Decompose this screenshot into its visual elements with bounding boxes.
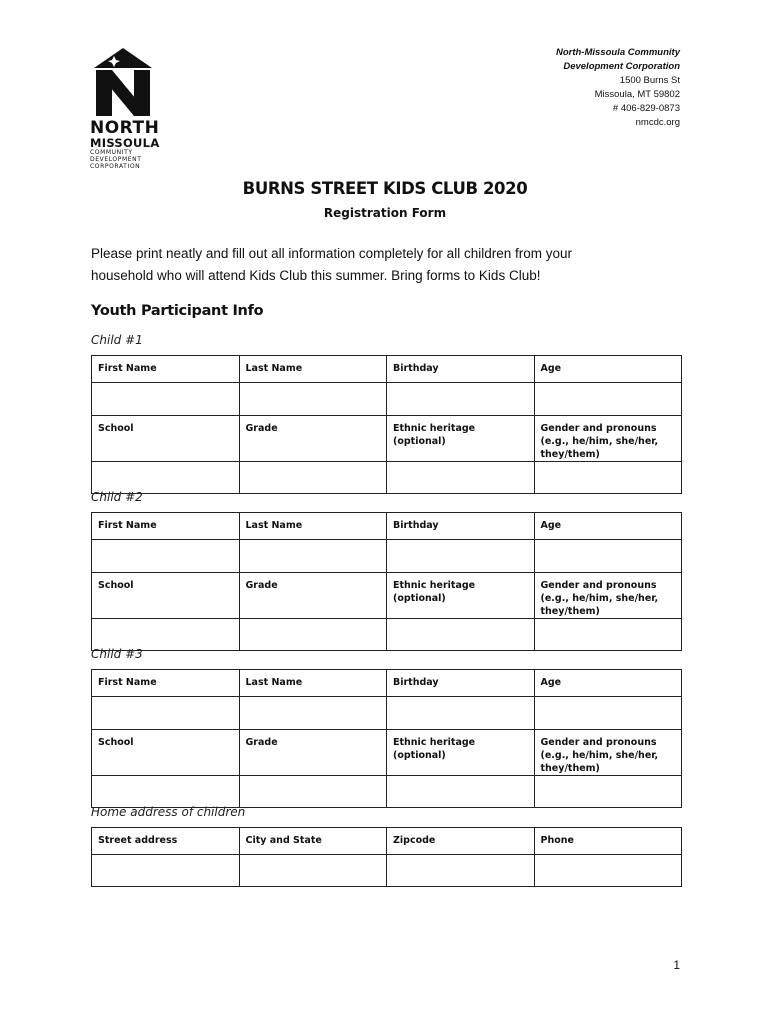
home-address-label: Home address of children xyxy=(91,805,246,819)
birthday-label: Birthday xyxy=(387,670,535,697)
school-label: School xyxy=(92,730,240,776)
gender-pronouns-label: Gender and pronouns (e.g., he/him, she/her, they/them) xyxy=(534,416,682,462)
child-3-school-field[interactable] xyxy=(92,776,240,808)
child-2-first-name-field[interactable] xyxy=(92,540,240,573)
logo-text-corporation: CORPORATION xyxy=(90,163,141,170)
phone-number: # 406-829-0873 xyxy=(612,103,680,114)
address-block xyxy=(556,46,680,130)
org-name-line1: North-Missoula Community xyxy=(555,47,680,58)
child-2-table xyxy=(91,512,682,651)
birthday-label: Birthday xyxy=(387,513,535,540)
grade-label: Grade xyxy=(239,730,387,776)
child-1-age-field[interactable] xyxy=(534,383,682,416)
nmcdc-logo xyxy=(90,46,160,170)
city-state-label: City and State xyxy=(239,828,387,855)
ethnic-heritage-label: Ethnic heritage (optional) xyxy=(387,416,535,462)
logo-text-development: DEVELOPMENT xyxy=(90,156,142,163)
logo-text-north: NORTH xyxy=(90,118,160,138)
child-3-gender-field[interactable] xyxy=(534,776,682,808)
house-logo-icon xyxy=(90,46,156,116)
instructions xyxy=(91,243,691,287)
child-1-birthday-field[interactable] xyxy=(387,383,535,416)
last-name-label: Last Name xyxy=(239,670,387,697)
grade-label: Grade xyxy=(239,416,387,462)
birthday-label: Birthday xyxy=(387,356,535,383)
logo-text-missoula: MISSOULA xyxy=(90,136,160,150)
child-2-last-name-field[interactable] xyxy=(239,540,387,573)
last-name-label: Last Name xyxy=(239,356,387,383)
first-name-label: First Name xyxy=(92,670,240,697)
last-name-label: Last Name xyxy=(239,513,387,540)
street-address-label: Street address xyxy=(92,828,240,855)
child-1-last-name-field[interactable] xyxy=(239,383,387,416)
page-subtitle: Registration Form xyxy=(323,206,447,220)
child-3-ethnic-field[interactable] xyxy=(387,776,535,808)
child-3-table xyxy=(91,669,682,808)
age-label: Age xyxy=(534,670,682,697)
phone-label: Phone xyxy=(534,828,682,855)
home-address-table xyxy=(91,827,682,887)
ethnic-heritage-label: Ethnic heritage (optional) xyxy=(387,573,535,619)
grade-label: Grade xyxy=(239,573,387,619)
city-state-field[interactable] xyxy=(239,855,387,887)
child-1-ethnic-field[interactable] xyxy=(387,462,535,494)
school-label: School xyxy=(92,416,240,462)
org-name-line2: Development Corporation xyxy=(563,61,680,72)
zipcode-label: Zipcode xyxy=(387,828,535,855)
gender-pronouns-label: Gender and pronouns (e.g., he/him, she/her, they/them) xyxy=(534,573,682,619)
child-2-gender-field[interactable] xyxy=(534,619,682,651)
first-name-label: First Name xyxy=(92,356,240,383)
age-label: Age xyxy=(534,356,682,383)
child-2-school-field[interactable] xyxy=(92,619,240,651)
child-3-last-name-field[interactable] xyxy=(239,697,387,730)
gender-pronouns-label: Gender and pronouns (e.g., he/him, she/her, they/them) xyxy=(534,730,682,776)
street-address-field[interactable] xyxy=(92,855,240,887)
instructions-line1: Please print neatly and fill out all information completely for all children from your xyxy=(91,246,572,261)
child-2-label: Child #2 xyxy=(91,490,143,504)
website: nmcdc.org xyxy=(635,117,680,128)
child-1-label: Child #1 xyxy=(91,333,143,347)
section-title: Youth Participant Info xyxy=(91,303,264,319)
child-3-first-name-field[interactable] xyxy=(92,697,240,730)
street-address: 1500 Burns St xyxy=(619,75,680,86)
child-2-age-field[interactable] xyxy=(534,540,682,573)
child-1-gender-field[interactable] xyxy=(534,462,682,494)
child-1-table xyxy=(91,355,682,494)
school-label: School xyxy=(92,573,240,619)
child-1-school-field[interactable] xyxy=(92,462,240,494)
child-2-ethnic-field[interactable] xyxy=(387,619,535,651)
first-name-label: First Name xyxy=(92,513,240,540)
page-number: 1 xyxy=(673,958,680,972)
ethnic-heritage-label: Ethnic heritage (optional) xyxy=(387,730,535,776)
child-3-birthday-field[interactable] xyxy=(387,697,535,730)
city-address: Missoula, MT 59802 xyxy=(594,89,680,100)
child-3-age-field[interactable] xyxy=(534,697,682,730)
child-1-first-name-field[interactable] xyxy=(92,383,240,416)
phone-field[interactable] xyxy=(534,855,682,887)
zipcode-field[interactable] xyxy=(387,855,535,887)
child-2-grade-field[interactable] xyxy=(239,619,387,651)
child-3-label: Child #3 xyxy=(91,647,143,661)
instructions-line2: household who will attend Kids Club this summer. Bring forms to Kids Club! xyxy=(91,268,541,283)
age-label: Age xyxy=(534,513,682,540)
child-2-birthday-field[interactable] xyxy=(387,540,535,573)
page-title: BURNS STREET KIDS CLUB 2020 xyxy=(242,179,528,198)
child-3-grade-field[interactable] xyxy=(239,776,387,808)
logo-text-community: COMMUNITY xyxy=(90,149,133,156)
child-1-grade-field[interactable] xyxy=(239,462,387,494)
